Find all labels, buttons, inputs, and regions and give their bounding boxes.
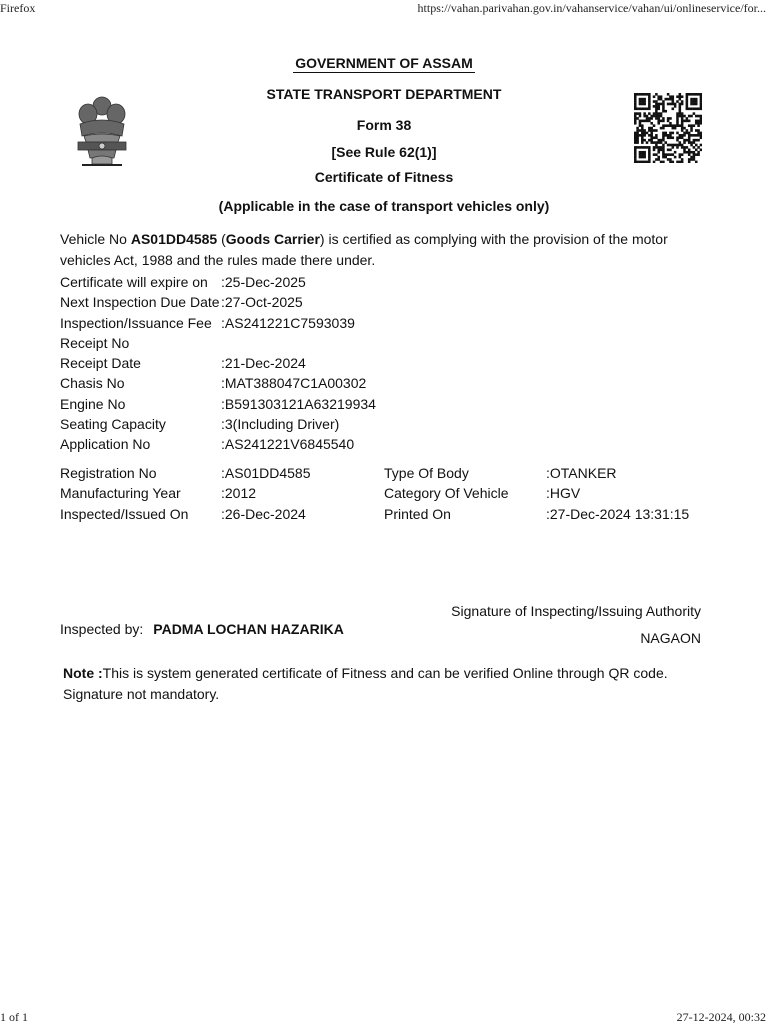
grid-value: :27-Dec-2024 13:31:15 [546, 505, 690, 522]
government-heading: GOVERNMENT OF ASSAM [295, 55, 473, 71]
print-header-app-name: Firefox [0, 1, 36, 15]
certificate-title: Certificate of Fitness [314, 169, 454, 185]
vehicle-details-grid [60, 465, 720, 526]
inspected-by-label: Inspected by: [60, 621, 144, 637]
inspector-name: PADMA LOCHAN HAZARIKA [153, 621, 344, 637]
signature-authority-label: Signature of Inspecting/Issuing Authority [451, 603, 701, 619]
detail-value: :27-Oct-2025 [221, 294, 303, 311]
print-footer-datetime: 27-12-2024, 00:32 [676, 1010, 766, 1024]
grid-label: Manufacturing Year [60, 485, 181, 502]
grid-label: Registration No [60, 465, 157, 481]
print-footer-page-count: 1 of 1 [0, 1010, 28, 1024]
department-heading: STATE TRANSPORT DEPARTMENT [266, 86, 502, 102]
detail-label: Engine No [60, 395, 126, 412]
grid-label: Inspected/Issued On [60, 505, 189, 522]
grid-value: :HGV [546, 485, 581, 502]
detail-value: :AS241221C7593039 [221, 314, 355, 331]
note-text: This is system generated certificate of Fitness and can be verified Online through QR code. Signature not mandatory. [63, 665, 668, 702]
certification-statement: Vehicle No AS01DD4585 (Goods Carrier) is certified as complying with the provision of the motor vehicles Act, 1988 and the rules made there under. [60, 231, 668, 268]
detail-value: :B591303121A63219934 [221, 395, 376, 412]
rule-reference: [See Rule 62(1)] [331, 144, 437, 160]
detail-label: Next Inspection Due Date [60, 294, 220, 311]
system-note [63, 663, 703, 705]
grid-row [60, 465, 720, 485]
detail-value: :21-Dec-2024 [221, 355, 306, 372]
detail-value: :MAT388047C1A00302 [221, 375, 367, 392]
inspected-by [60, 621, 344, 637]
signature-place: NAGAON [640, 630, 701, 646]
detail-label: Certificate will expire on [60, 274, 208, 290]
detail-label: Seating Capacity [60, 416, 166, 433]
detail-value: :25-Dec-2025 [221, 274, 306, 290]
grid-row [60, 485, 720, 505]
grid-row [60, 506, 720, 526]
detail-value: :3(Including Driver) [221, 416, 340, 433]
grid-label: Type Of Body [384, 465, 469, 481]
grid-value: :OTANKER [546, 465, 617, 481]
detail-label: Receipt No [60, 334, 130, 351]
applicability-note: (Applicable in the case of transport vehicles only) [218, 198, 550, 214]
detail-label: Application No [60, 436, 151, 453]
detail-value: :AS241221V6845540 [221, 436, 355, 453]
grid-value: :26-Dec-2024 [221, 505, 306, 522]
detail-label: Inspection/Issuance Fee [60, 314, 212, 331]
detail-label: Chasis No [60, 375, 125, 392]
grid-label: Printed On [384, 505, 451, 522]
grid-value: :AS01DD4585 [221, 465, 311, 481]
vehicle-class: Goods Carrier [225, 231, 320, 247]
detail-label: Receipt Date [60, 355, 141, 372]
grid-value: :2012 [221, 485, 257, 502]
note-label: Note : [63, 665, 103, 681]
grid-label: Category Of Vehicle [384, 485, 509, 502]
print-header-url: https://vahan.parivahan.gov.in/vahanservice/vahan/ui/onlineservice/for... [417, 1, 766, 15]
form-number: Form 38 [356, 117, 412, 133]
vehicle-number: AS01DD4585 [130, 231, 218, 247]
